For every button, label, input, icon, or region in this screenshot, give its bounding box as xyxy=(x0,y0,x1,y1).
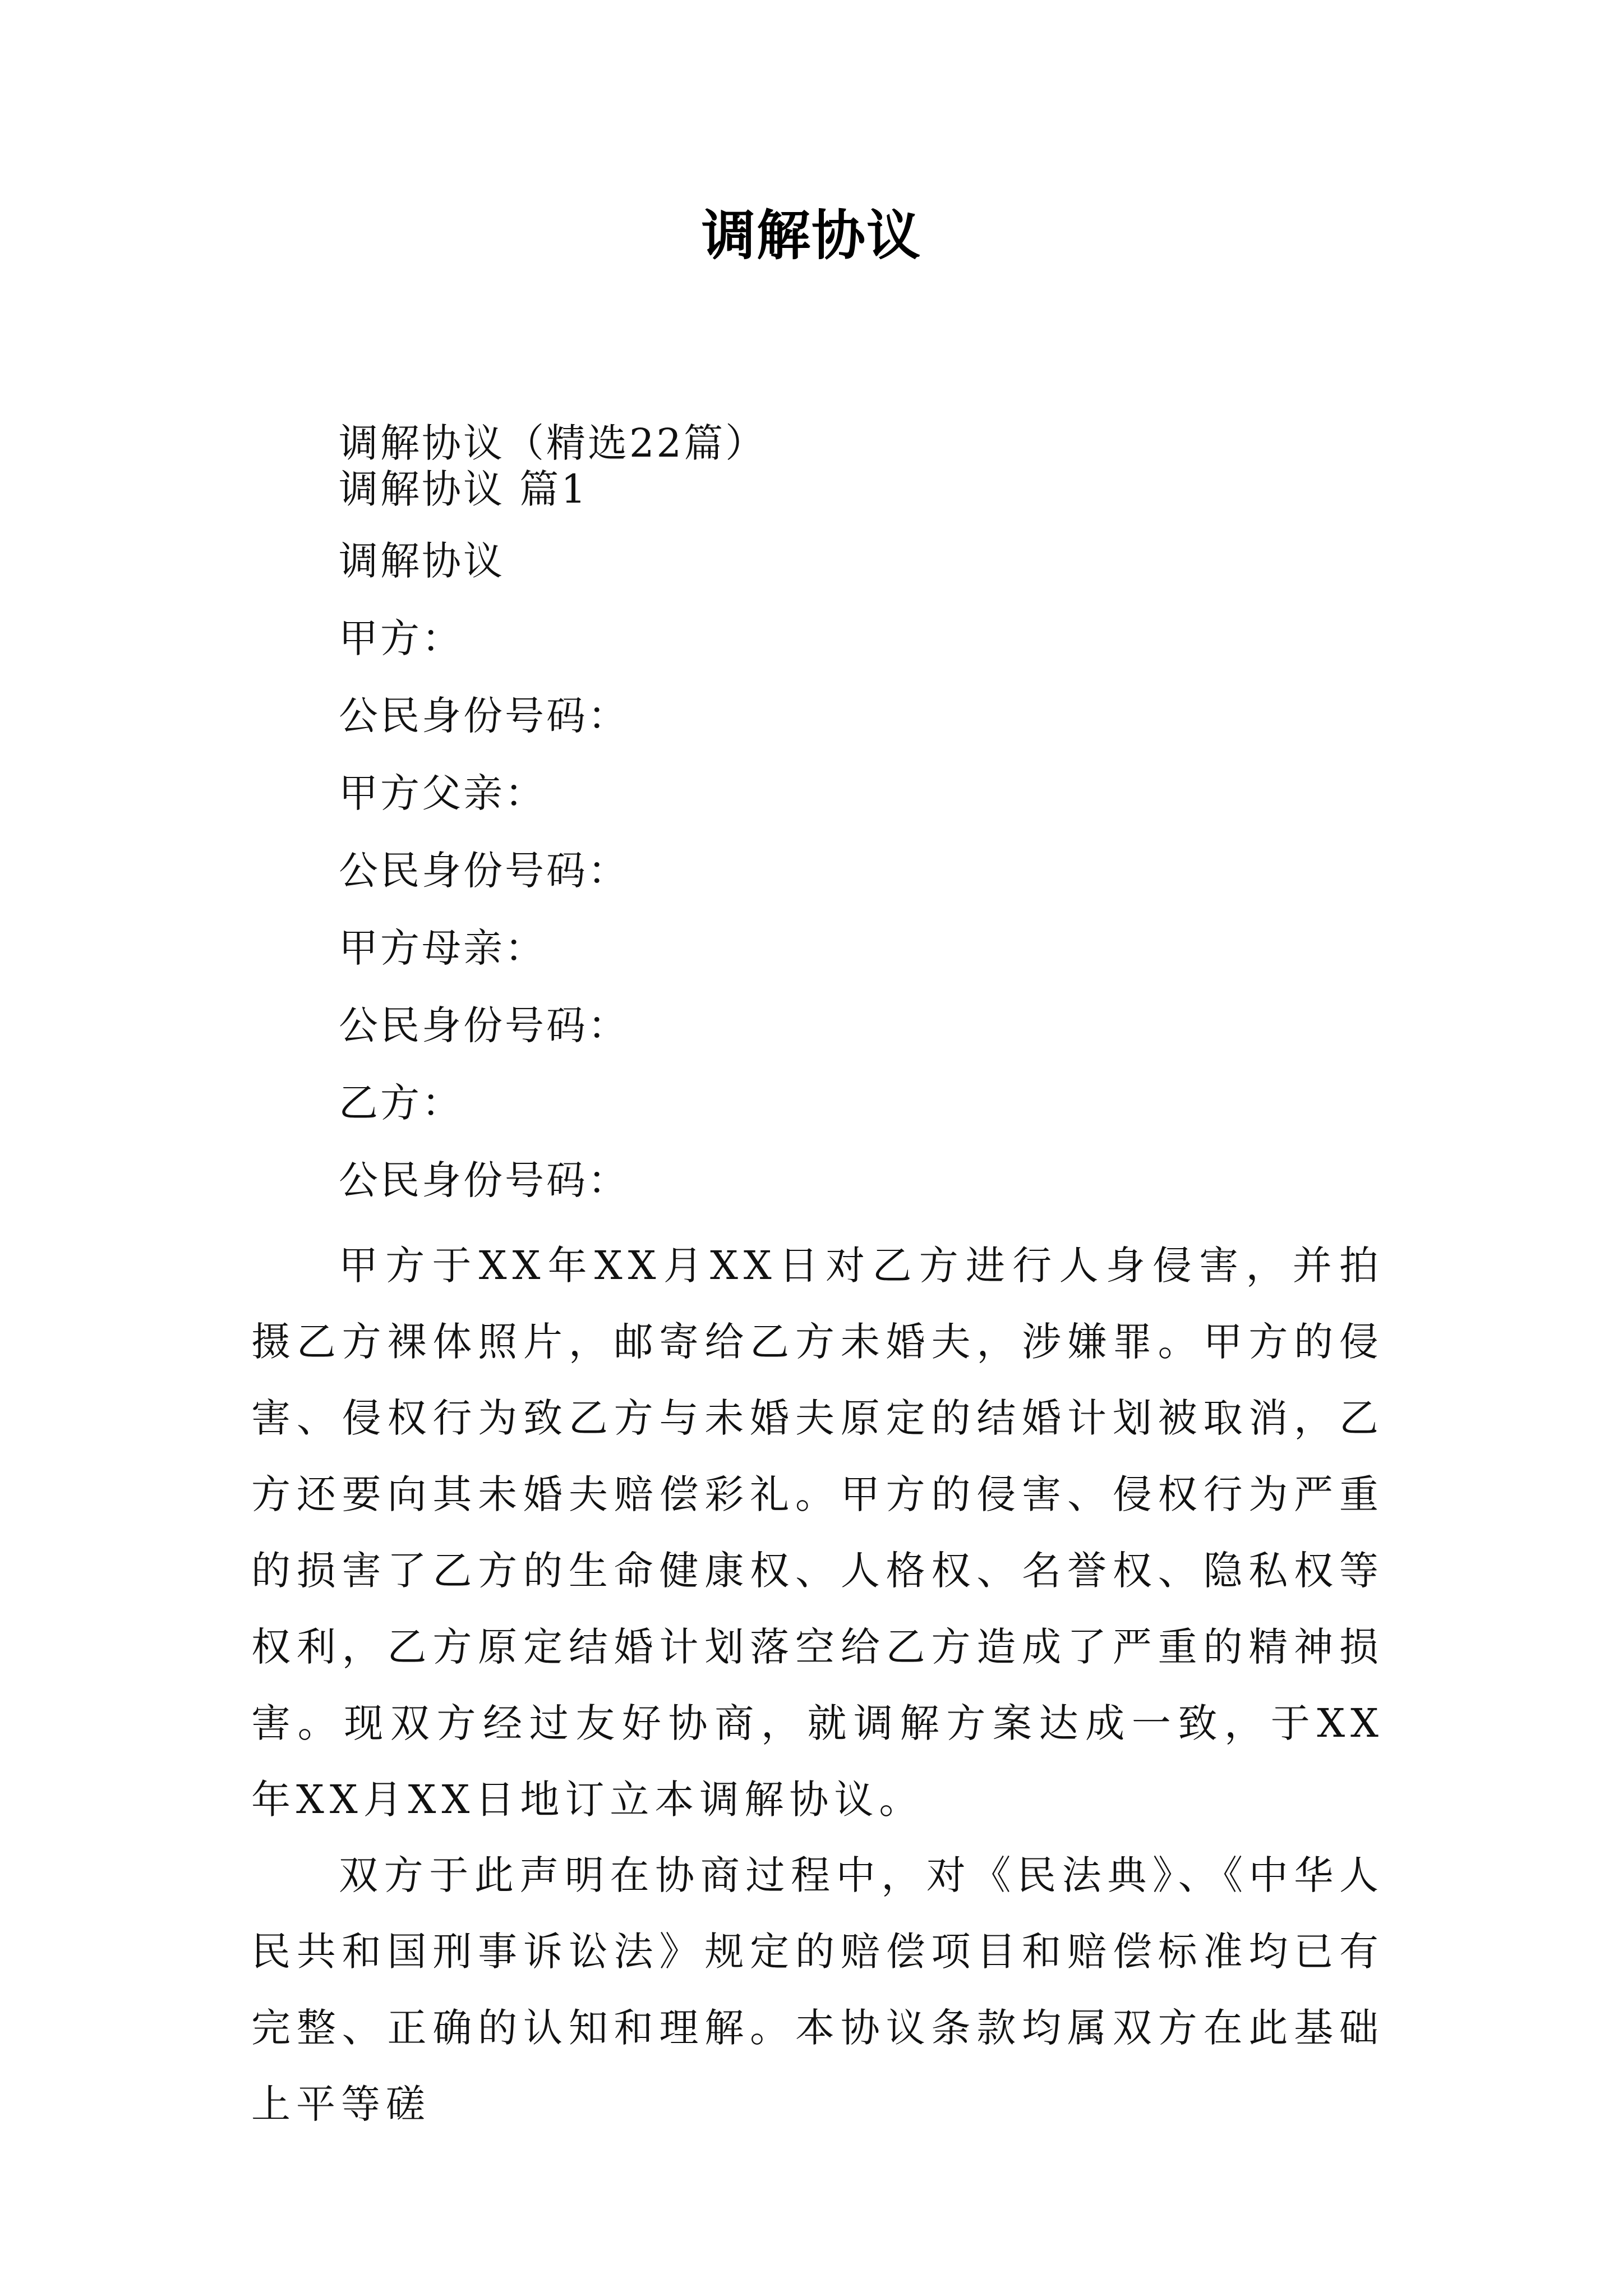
agreement-name: 调解协议 xyxy=(339,538,505,584)
party-b-id-label: 公民身份号码： xyxy=(339,1157,629,1203)
party-a-label: 甲方： xyxy=(339,615,463,661)
body-paragraph: 双方于此声明在协商过程中，对《民法典》、《中华人民共和国刑事诉讼法》规定的赔偿项目和赔偿标准均已有完整、正确的认知和理解。本协议条款均属双方在此基础上平等磋 xyxy=(251,1852,1384,2127)
party-a-father-id-label: 公民身份号码： xyxy=(339,848,629,894)
body-paragraph: 甲方于XX年XX月XX日对乙方进行人身侵害，并拍摄乙方裸体照片，邮寄给乙方未婚夫，涉嫌罪。甲方的侵害、侵权行为致乙方与未婚夫原定的结婚计划被取消，乙方还要向其未婚夫赔偿彩礼。甲方的侵害、侵权行为严重的损害了乙方的生命健康权、人格权、名誉权、隐私权等权利，乙方原定结婚计划落空给乙方造成了严重的精神损害。现双方经过友好协商，就调解方案达成一致，于XX年XX月XX日地订立本调解协议。 xyxy=(251,1243,1384,1823)
party-a-mother-id-label: 公民身份号码： xyxy=(339,1002,629,1048)
section-heading: 调解协议 篇1 xyxy=(339,466,588,512)
document-subtitle: 调解协议（精选22篇） xyxy=(339,420,767,466)
party-a-father-label: 甲方父亲： xyxy=(339,770,546,816)
document-title: 调解协议 xyxy=(702,204,921,267)
party-a-id-label: 公民身份号码： xyxy=(339,693,629,739)
party-a-mother-label: 甲方母亲： xyxy=(339,925,546,971)
party-b-label: 乙方： xyxy=(339,1080,463,1126)
